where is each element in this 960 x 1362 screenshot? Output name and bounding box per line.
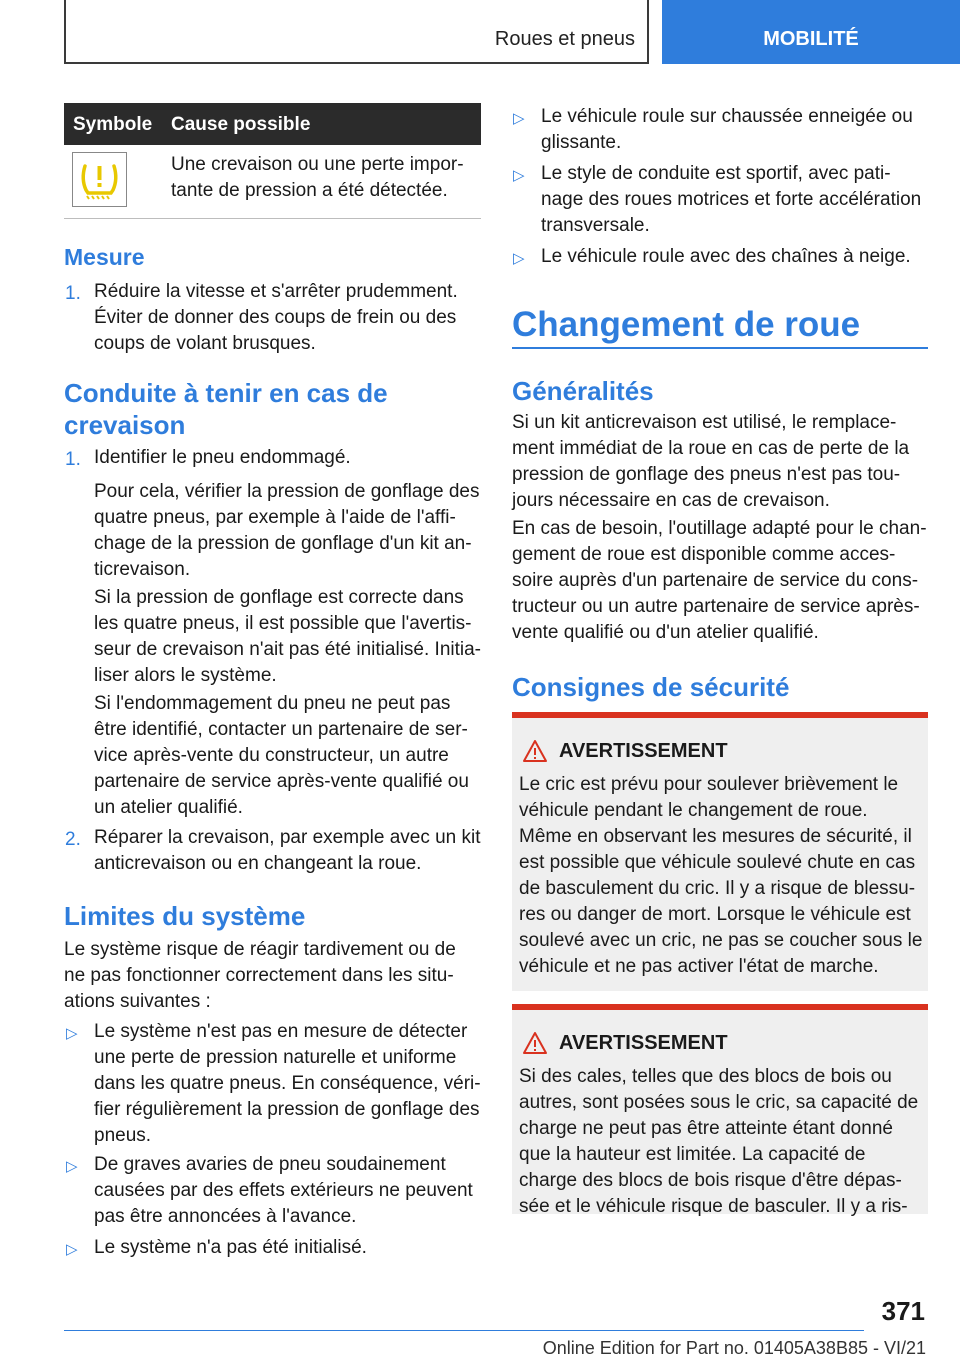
text-line: pression de gonflage des pneus n'est pas tou- — [512, 464, 901, 485]
limites-heading: Limites du système — [64, 901, 306, 931]
text-line: autres, sont posées sous le cric, sa capacité de — [519, 1092, 919, 1113]
text-line: ticrevaison. — [94, 559, 191, 580]
text-line: Le système risque de réagir tardivement ou de — [64, 939, 456, 960]
text-line: res ou danger de mort. Lorsque le véhicule est — [519, 904, 911, 925]
col-cause-header: Cause possible — [171, 114, 311, 135]
text-line: un atelier qualifié. — [94, 797, 243, 818]
text-line: dans les quatre pneus. En conséquence, véri- — [94, 1073, 481, 1094]
chapter-tab[interactable]: MOBILITÉ — [662, 0, 960, 64]
list-item — [94, 1152, 484, 1230]
warning-bar — [512, 712, 928, 718]
text-line: charge des blocs de bois risque d'être dépas- — [519, 1170, 902, 1191]
text-line: sée et le véhicule risque de basculer. Il y a ris- — [519, 1196, 908, 1217]
text-line: Le système n'a pas été initialisé. — [94, 1237, 367, 1258]
text-line: véhicule pendant le changement de roue. — [519, 800, 868, 821]
mesure-step-text — [94, 279, 479, 357]
page-number: 371 — [881, 1296, 925, 1326]
text-line: Le système n'est pas en mesure de détecter — [94, 1021, 468, 1042]
bullet-marker: ▷ — [66, 1158, 78, 1175]
text-line: soire auprès d'un partenaire de service du cons- — [512, 570, 919, 591]
text-line: partenaire de service après-vente qualifié ou — [94, 771, 469, 792]
mesure-heading: Mesure — [64, 244, 145, 270]
col-symbol-header: Symbole — [73, 114, 153, 135]
text-line: Éviter de donner des coups de frein ou des — [94, 307, 457, 328]
text-line: de basculement du cric. Il y a risque de blessu- — [519, 878, 916, 899]
warning-triangle-icon — [522, 739, 548, 763]
text-line: véhicule et ne pas activer l'état de marche. — [519, 956, 879, 977]
symbol-table-header — [64, 103, 481, 145]
text-line: Si des cales, telles que des blocs de bois ou — [519, 1066, 892, 1087]
bullet-marker: ▷ — [66, 1241, 78, 1258]
step-number: 2. — [65, 829, 81, 850]
cause-text — [171, 152, 476, 204]
text-line: De graves avaries de pneu soudainement — [94, 1154, 446, 1175]
conduite-para2 — [94, 585, 484, 689]
text-line: vente qualifié ou d'un atelier qualifié. — [512, 622, 819, 643]
generalites-para1 — [512, 410, 932, 514]
text-line: transversale. — [541, 215, 650, 236]
table-divider — [64, 218, 481, 219]
consignes-heading: Consignes de sécurité — [512, 672, 790, 702]
text-line: Pour cela, vérifier la pression de gonflage des — [94, 481, 480, 502]
edition-footer: Online Edition for Part no. 01405A38B85 - VI/21 — [542, 1338, 926, 1358]
heading-line: crevaison — [64, 410, 186, 440]
text-line: pneus. — [94, 1125, 152, 1146]
text-line: charge ne peut pas être atteinte étant donné — [519, 1118, 893, 1139]
text-line: Si l'endommagement du pneu ne peut pas — [94, 693, 451, 714]
step-number: 1. — [65, 449, 81, 470]
text-line: Le véhicule roule sur chaussée enneigée ou — [541, 106, 913, 127]
text-line: liser alors le système. — [94, 665, 277, 686]
text-line: être identifié, contacter un partenaire de ser- — [94, 719, 468, 740]
generalites-para2 — [512, 516, 932, 646]
list-item — [541, 104, 931, 156]
list-item — [94, 1235, 484, 1261]
conduite-step2-text — [94, 825, 484, 877]
text-line: ne pas fonctionner correctement dans les situ- — [64, 965, 454, 986]
text-line: Le cric est prévu pour soulever brièvement le — [519, 774, 899, 795]
text-line: les quatre pneus, il est possible que l'avertis- — [94, 613, 472, 634]
conduite-para3 — [94, 691, 484, 821]
text-line: que la hauteur est limitée. La capacité de — [519, 1144, 866, 1165]
bullet-marker: ▷ — [513, 110, 525, 127]
text-line: pas être annoncées à l'avance. — [94, 1206, 357, 1227]
text-line: gement de roue est disponible comme acces- — [512, 544, 896, 565]
text-line: Le style de conduite est sportif, avec pati- — [541, 163, 891, 184]
text-line: est possible que véhicule soulevé chute en cas — [519, 852, 916, 873]
text-line: ations suivantes : — [64, 991, 211, 1012]
heading-rule — [512, 347, 928, 349]
warning-text — [519, 772, 925, 980]
text-line: une perte de pression naturelle et uniforme — [94, 1047, 457, 1068]
list-item — [541, 244, 931, 270]
list-item — [541, 161, 931, 239]
text-line: fier régulièrement la pression de gonflage des — [94, 1099, 480, 1120]
limites-intro — [64, 937, 484, 1015]
tire-pressure-warning-icon — [72, 152, 127, 207]
text-line: vice après-vente du constructeur, un autre — [94, 745, 449, 766]
cause-line: tante de pression a été détectée. — [171, 180, 448, 201]
text-line: chage de la pression de gonflage d'un kit an- — [94, 533, 472, 554]
warning-title: AVERTISSEMENT — [559, 740, 728, 762]
warning-box — [512, 1004, 928, 1217]
changement-heading: Changement de roue — [512, 305, 861, 344]
section-title: Roues et pneus — [494, 28, 635, 50]
text-line: glissante. — [541, 132, 622, 153]
footer-rule — [64, 1330, 864, 1331]
heading-line: Conduite à tenir en cas de — [64, 378, 388, 408]
text-line: coups de volant brusques. — [94, 333, 316, 354]
text-line: Même en observant les mesures de sécurité, il — [519, 826, 912, 847]
text-line: jours nécessaire en cas de crevaison. — [512, 490, 830, 511]
text-line: En cas de besoin, l'outillage adapté pour le chan- — [512, 518, 927, 539]
step-number: 1. — [65, 283, 81, 304]
warning-box — [512, 712, 928, 991]
text-line: nage des roues motrices et forte accélération — [541, 189, 922, 210]
list-item — [94, 1019, 484, 1149]
conduite-step1-text: Identifier le pneu endommagé. — [94, 447, 351, 468]
text-line: quatre pneus, par exemple à l'aide de l'affi- — [94, 507, 456, 528]
generalites-heading: Généralités — [512, 376, 654, 406]
text-line: Le véhicule roule avec des chaînes à neige. — [541, 246, 911, 267]
text-line: Réparer la crevaison, par exemple avec un kit — [94, 827, 481, 848]
text-line: ment immédiat de la roue en cas de perte de la — [512, 438, 910, 459]
conduite-para1 — [94, 479, 484, 583]
bullet-marker: ▷ — [513, 167, 525, 184]
text-line: anticrevaison ou en changeant la roue. — [94, 853, 422, 874]
warning-triangle-icon — [522, 1031, 548, 1055]
conduite-heading — [64, 377, 484, 441]
text-line: Réduire la vitesse et s'arrêter prudemment. — [94, 281, 458, 302]
text-line: seur de crevaison n'ait pas été initialisé. Initia- — [94, 639, 481, 660]
bullet-marker: ▷ — [513, 250, 525, 267]
bullet-marker: ▷ — [66, 1025, 78, 1042]
warning-text — [519, 1064, 925, 1220]
text-line: tructeur ou un autre partenaire de service après- — [512, 596, 920, 617]
text-line: causées par des effets extérieurs ne peuvent — [94, 1180, 473, 1201]
text-line: Si un kit anticrevaison est utilisé, le remplace- — [512, 412, 897, 433]
warning-title: AVERTISSEMENT — [559, 1032, 728, 1054]
warning-bar — [512, 1004, 928, 1010]
cause-line: Une crevaison ou une perte impor- — [171, 154, 464, 175]
text-line: soulevé avec un cric, ne pas se coucher sous le — [519, 930, 923, 951]
text-line: Si la pression de gonflage est correcte dans — [94, 587, 464, 608]
